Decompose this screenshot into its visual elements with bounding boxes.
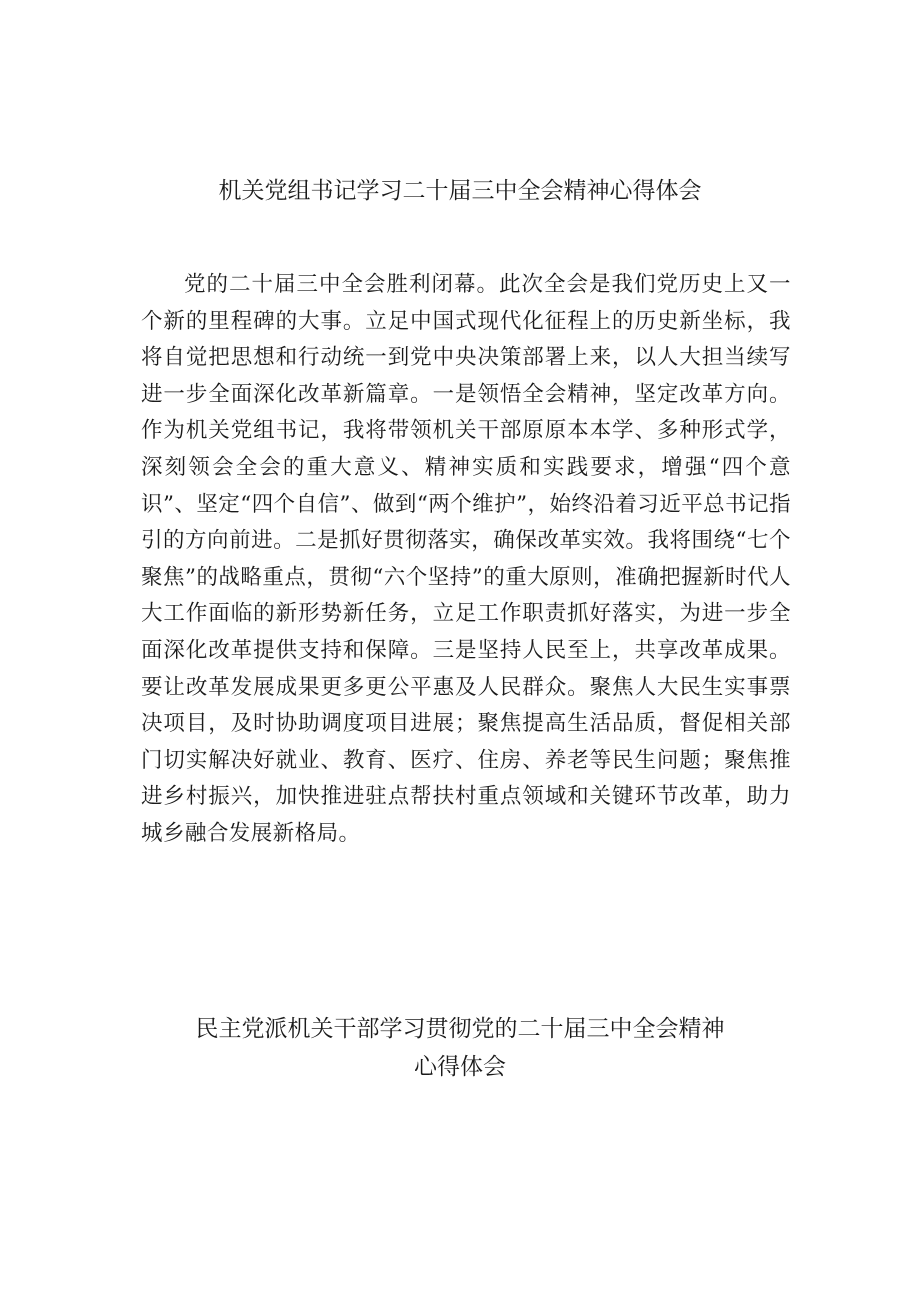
article-1-body: 党的二十届三中全会胜利闭幕。此次全会是我们党历史上又一个新的里程碑的大事。立足中国式现代化征程上的历史新坐标，我将自觉把思想和行动统一到党中央决策部署上来，以人大担当续写进一步全面深化改革新篇章。一是领悟全会精神，坚定改革方向。作为机关党组书记，我将带领机关干部原原本本学、多种形式学，深刻领会全会的重大意义、精神实质和实践要求，增强“四个意识”、坚定“四个自信”、做到“两个维护”，始终沿着习近平总书记指引的方向前进。二是抓好贯彻落实，确保改革实效。我将围绕“七个聚焦”的战略重点，贯彻“六个坚持”的重大原则，准确把握新时代人大工作面临的新形势新任务，立足工作职责抓好落实，为进一步全面深化改革提供支持和保障。三是坚持人民至上，共享改革成果。要让改革发展成果更多更公平惠及人民群众。聚焦人大民生实事票决项目，及时协助调度项目进展；聚焦提高生活品质，督促相关部门切实解决好就业、教育、医疗、住房、养老等民生问题；聚焦推进乡村振兴，加快推进驻点帮扶村重点领域和关键环节改革，助力城乡融合发展新格局。 (141, 272, 791, 846)
article-2-title (0, 1010, 920, 1086)
article-1-title: 机关党组书记学习二十届三中全会精神心得体会 (218, 178, 702, 204)
article-2-title-line-2: 心得体会 (414, 1054, 506, 1080)
article-2-title-line-1: 民主党派机关干部学习贯彻党的二十届三中全会精神 (195, 1016, 725, 1042)
